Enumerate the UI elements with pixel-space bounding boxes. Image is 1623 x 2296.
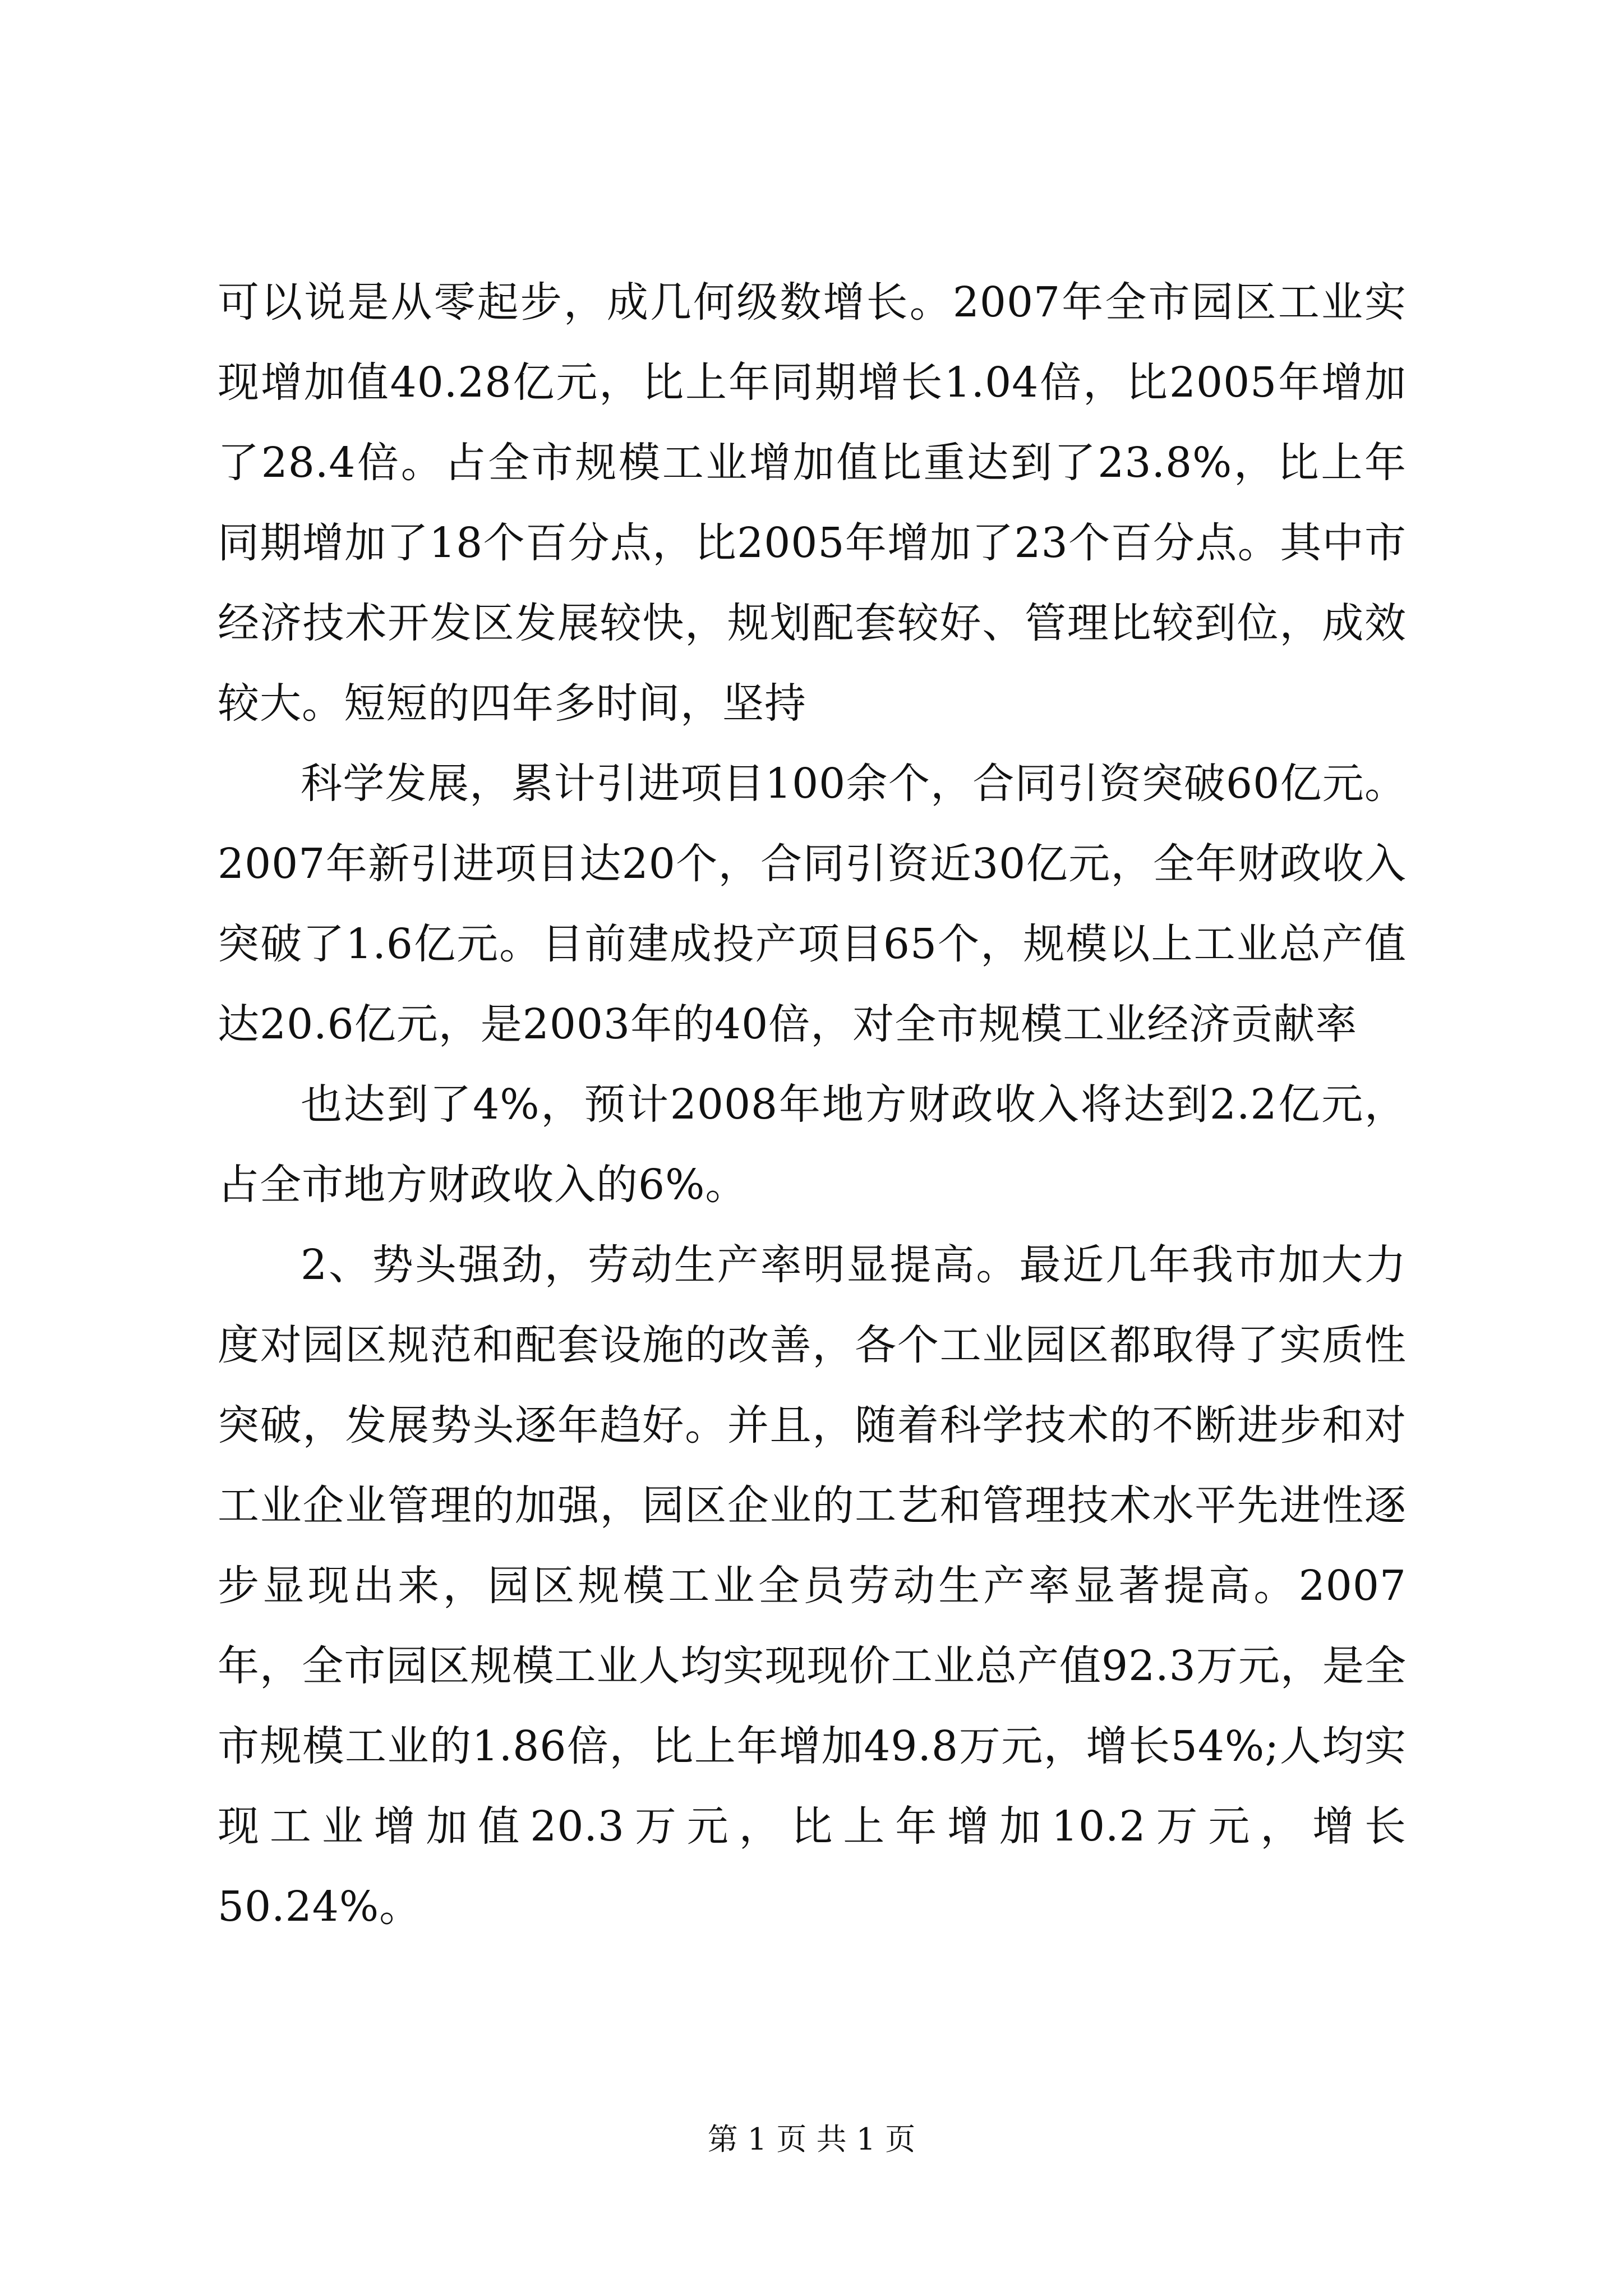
paragraph-1: 可以说是从零起步，成几何级数增长。2007年全市园区工业实现增加值40.28亿元，比上年同期增长1.04倍，比2005年增加了28.4倍。占全市规模工业增加值比重达到了23.8%，比上年同期增加了18个百分点，比2005年增加了23个百分点。其中市经济技术开发区发展较快，规划配套较好、管理比较到位，成效较大。短短的四年多时间，坚持 bbox=[218, 278, 1407, 728]
paragraph-3: 也达到了4%，预计2008年地方财政收入将达到2.2亿元，占全市地方财政收入的6%。 bbox=[218, 1080, 1407, 1209]
document-body bbox=[218, 263, 1407, 1947]
page-footer: 第 1 页 共 1 页 bbox=[707, 2122, 916, 2157]
paragraph-2: 科学发展，累计引进项目100余个，合同引资突破60亿元。2007年新引进项目达20个，合同引资近30亿元，全年财政收入突破了1.6亿元。目前建成投产项目65个，规模以上工业总产值达20.6亿元，是2003年的40倍，对全市规模工业经济贡献率 bbox=[218, 760, 1407, 1048]
paragraph-4: 2、势头强劲，劳动生产率明显提高。最近几年我市加大力度对园区规范和配套设施的改善，各个工业园区都取得了实质性突破，发展势头逐年趋好。并且，随着科学技术的不断进步和对工业企业管理的加强，园区企业的工艺和管理技术水平先进性逐步显现出来，园区规模工业全员劳动生产率显著提高。2007年，全市园区规模工业人均实现现价工业总产值92.3万元，是全市规模工业的1.86倍，比上年增加49.8万元，增长54%;人均实现工业增加值20.3万元，比上年增加10.2万元，增长50.24%。 bbox=[218, 1241, 1407, 1931]
